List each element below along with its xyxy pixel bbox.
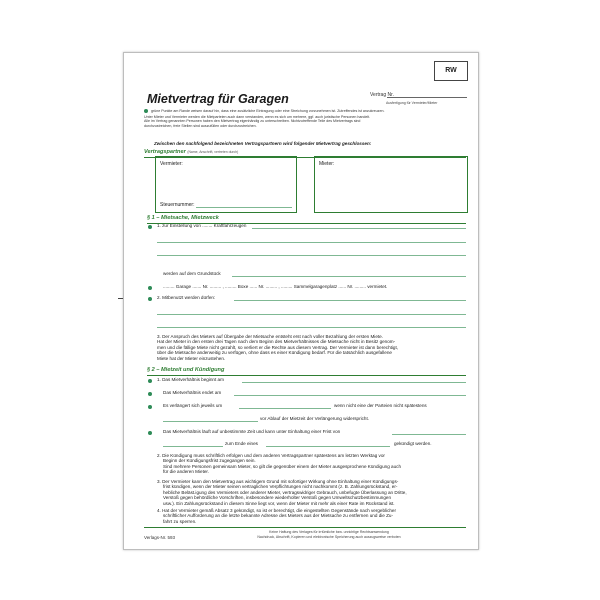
notice-period-field[interactable] — [163, 421, 258, 422]
tenant-label: Mieter: — [319, 161, 335, 167]
tenant-box[interactable] — [314, 156, 468, 213]
tax-number-field[interactable] — [196, 207, 292, 208]
ends-label: Das Mietverhältnis endet am — [163, 390, 222, 395]
section-2-item-2: 2. Die Kündigung muss schriftlich erfolgen und dem anderen Vertragspartner spätestens am letzten Werktag vor Beginn der Kündigungsfrist zugegangen sein. Sind mehrere Personen gemeinsam Mieter, so gilt die gegenüber einem der Mieter ausgesprochene Kündigung auch für die anderen Mieter. — [157, 453, 401, 475]
contract-number-field[interactable] — [387, 97, 467, 98]
vehicles-field[interactable] — [252, 228, 466, 229]
period-field[interactable] — [163, 446, 223, 447]
property-field[interactable] — [232, 276, 466, 277]
landlord-box[interactable] — [155, 156, 297, 213]
section-1-item-1: 1. zur Einstellung von ........ Kraftfahrzeugen — [157, 223, 247, 228]
purpose-line-1[interactable] — [157, 242, 466, 243]
publisher-number: Verlags-Nr. 593 — [144, 535, 176, 540]
extends-tail: wenn nicht eine der Parteien nicht spätestens — [334, 403, 427, 408]
indefinite-label: Das Mietverhältnis läuft auf unbestimmte Zeit und kann unter Einhaltung einer Frist von — [163, 429, 341, 434]
begins-field[interactable] — [242, 382, 466, 383]
copy-for-label: Ausfertigung für Vermieter/Mieter — [386, 101, 438, 105]
section-1-item-2: 2. Mitbenutzt werden dürfen: — [157, 295, 216, 300]
green-dot-icon — [144, 109, 148, 113]
end-of-field[interactable] — [266, 446, 390, 447]
section-1-item-3: 3. Der Anspruch des Mieters auf Übergabe der Mietsache entsteht erst nach voller Bezahlung der ersten Miete. Hat der Mieter in den ersten drei Tagen nach dem Beginn des Mietverhältnisses die Mietsache nicht in Besitz genom- men und die fällige Miete nicht gezahlt, so verliert er die Rechte aus diesem Vertrag. Der Vermieter ist dann berechtigt, über die Mietsache anderweitig zu verfügen, ohne dass es einer Kündigung bedarf. Für die tatsächlich ausgefallene Miete hat der Mieter einzustehen. — [157, 334, 399, 361]
green-dot-icon — [148, 379, 152, 383]
green-dot-icon — [148, 405, 152, 409]
section-2-heading: § 2 – Mietzeit und Kündigung — [147, 367, 225, 373]
indefinite-field[interactable] — [392, 434, 466, 435]
section-2-item-4: 4. Hat der Vermieter gemäß Absatz 3 gekündigt, so ist er berechtigt, die eingestellten Gegenstände nach vergeblicher schriftlicher Aufforderung an die letzte bekannte Adresse des Mieters aus der Mietsache zu entfernen und die Zu- fahrt zu sperren. — [157, 508, 397, 524]
before-label: vor Ablauf der Mietzeit der Verlängerung widerspricht. — [260, 416, 370, 421]
tax-number-label: Steuernummer: — [160, 202, 195, 208]
end-of-label: zum Ende eines — [225, 441, 258, 446]
terminated-label: gekündigt werden. — [394, 441, 432, 446]
shared-use-line-1[interactable] — [234, 300, 466, 301]
partners-heading: Vertragspartner (Name, Anschrift, vertreten durch) — [144, 149, 239, 155]
property-label: werden auf dem Grundstück — [163, 271, 221, 276]
green-dot-icon — [148, 431, 152, 435]
shared-use-line-2[interactable] — [157, 314, 466, 315]
section-2-item-3: 3. Der Vermieter kann den Mietvertrag aus wichtigem Grund mit sofortiger Wirkung ohne Einhaltung einer Kündigungs- frist kündigen, wenn der Mieter seinen vertraglichen Verpflichtungen nicht nachkommt (z. B. Zahlungsrückstand, er- hebliche Beläst.igung des Vermieters oder anderer Mieter, vertragswidriger Gebrauch, unbefugte Überlassung an Dritte, Verstoß gegen behördliche Vorschriften, insbesondere wiederholter Verstoß gegen Umweltschutzbestimmungen usw.). Ein Zahlungsrückstand in diesem Sinne liegt vor, wenn der Mieter mit mehr als einer Rate im Rückstand ist. — [157, 479, 407, 506]
shared-use-line-3[interactable] — [157, 327, 466, 328]
purpose-line-2[interactable] — [157, 255, 466, 256]
ends-field[interactable] — [234, 395, 466, 396]
garage-line: ......... Garage ....... Nr. ......... , ......... Boxe ...... Nr. ......... , ......... Sammelgaragenplatz ...... Nr. ......... vermietet. — [163, 284, 388, 289]
green-dot-icon — [148, 286, 152, 290]
publisher-logo-icon: RW — [434, 61, 468, 81]
intro-note: grüne Punkte am Rande weisen darauf hin, dass eine zusätzliche Eintragung oder eine Streichung vorzunehmen ist. Zutreffendes ist anzukreuzen. — [144, 109, 466, 113]
fold-mark — [118, 298, 123, 299]
green-dot-icon — [148, 225, 152, 229]
landlord-label: Vermieter: — [160, 161, 183, 167]
section-2-divider — [147, 375, 466, 376]
footer-note: Keine Haftung des Verlages für irrtümliche bzw. unrichtige Rechtsanwendung Nachdruck, Abschrift, Kopieren und elektronische Speicherung auch auszugsweise verboten — [257, 530, 401, 539]
contract-number-label: Vertrag Nr. — [370, 92, 394, 98]
parties-heading: Zwischen den nachfolgend bezeichneten Vertragspartnern wird folgender Mietvertrag geschlossen: — [154, 141, 372, 146]
footer-divider — [144, 527, 466, 528]
green-dot-icon — [148, 392, 152, 396]
green-dot-icon — [148, 297, 152, 301]
intro-text: Unter Mieter und Vermieter werden die Mietparteien auch dann verstanden, wenn es sich um mehrere, ggf. auch juristische Personen handelt. Alle im Vertrag genannten Personen haben den Mietvertrag eigenhändig zu unterschreiben. Nichtzutreffende Teile des Mietvertrags sind durchzustreichen, freie Stellen sind auszufüllen oder durchzustreichen. — [144, 115, 371, 128]
section-1-heading: § 1 – Mietsache, Mietzweck — [147, 215, 219, 221]
extends-field[interactable] — [239, 408, 331, 409]
begins-label: 1. Das Mietverhältnis beginnt am — [157, 377, 224, 382]
extends-label: Es verlängert sich jeweils um — [163, 403, 223, 408]
page-title: Mietvertrag für Garagen — [147, 92, 289, 106]
contract-form-page — [123, 52, 479, 550]
